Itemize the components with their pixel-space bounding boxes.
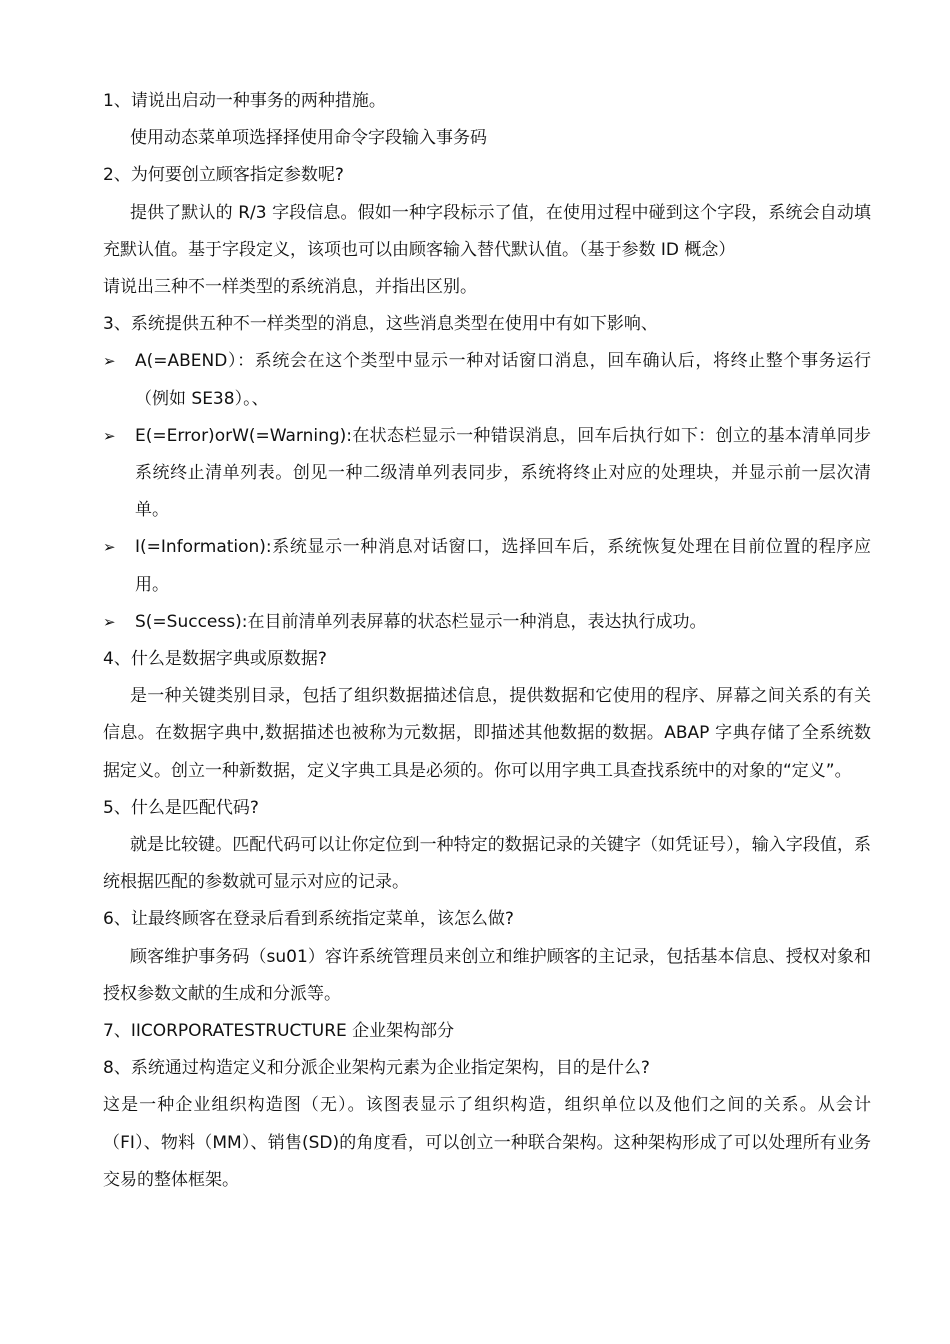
bullet-text-abend: A(=ABEND）：系统会在这个类型中显示一种对话窗口消息，回车确认后，将终止整个事务运行（例如 SE38）。、 bbox=[135, 351, 871, 409]
arrow-bullet-icon: ➢ bbox=[103, 426, 116, 445]
answer-1: 使用动态菜单项选择择使用命令字段输入事务码 bbox=[130, 128, 487, 149]
arrow-bullet-icon: ➢ bbox=[103, 612, 116, 631]
list-item bbox=[103, 529, 871, 603]
arrow-bullet-icon: ➢ bbox=[103, 352, 116, 371]
question-2: 2、为何要创立顾客指定参数呢? bbox=[103, 165, 344, 186]
answer-8: 这是一种企业组织构造图（无）。该图表显示了组织构造，组织单位以及他们之间的关系。从会计（FI）、物料（MM）、销售(SD)的角度看，可以创立一种联合架构。这种架构形成了可以处理所有业务交易的整体框架。 bbox=[103, 1095, 871, 1190]
answer-6: 顾客维护事务码（su01）容许系统管理员来创立和维护顾客的主记录，包括基本信息、授权对象和授权参数文献的生成和分派等。 bbox=[103, 946, 871, 1004]
list-item bbox=[103, 418, 871, 530]
question-2b: 请说出三种不一样类型的系统消息，并指出区别。 bbox=[103, 277, 477, 298]
question-1: 1、请说出启动一种事务的两种措施。 bbox=[103, 91, 386, 111]
question-3: 3、系统提供五种不一样类型的消息，这些消息类型在使用中有如下影响、 bbox=[103, 314, 658, 335]
answer-5: 就是比较键。匹配代码可以让你定位到一种特定的数据记录的关键字（如凭证号），输入字段值，系统根据匹配的参数就可显示对应的记录。 bbox=[103, 835, 871, 893]
answer-4: 是一种关键类别目录，包括了组织数据描述信息，提供数据和它使用的程序、屏幕之间关系的有关信息。在数据字典中,数据描述也被称为元数据，即描述其他数据的数据。ABAP 字典存储了全系统数据定义。创立一种新数据，定义字典工具是必须的。你可以用字典工具查找系统中的对象的“定义”。 bbox=[103, 686, 871, 781]
question-6: 6、让最终顾客在登录后看到系统指定菜单，该怎么做? bbox=[103, 909, 514, 930]
bullet-text-information: I(=Information):系统显示一种消息对话窗口，选择回车后，系统恢复处理在目前位置的程序应用。 bbox=[135, 537, 871, 595]
list-item bbox=[103, 604, 871, 641]
bullet-text-success: S(=Success):在目前清单列表屏幕的状态栏显示一种消息，表达执行成功。 bbox=[135, 611, 707, 632]
question-5: 5、什么是匹配代码? bbox=[103, 797, 259, 818]
question-7: 7、IICORPORATESTRUCTURE 企业架构部分 bbox=[103, 1021, 455, 1042]
document-page bbox=[103, 83, 871, 1199]
arrow-bullet-icon: ➢ bbox=[103, 538, 116, 557]
list-item bbox=[103, 343, 871, 417]
question-4: 4、什么是数据字典或原数据? bbox=[103, 649, 327, 670]
answer-2: 提供了默认的 R/3 字段信息。假如一种字段标示了值，在使用过程中碰到这个字段，系统会自动填充默认值。基于字段定义，该项也可以由顾客输入替代默认值。（基于参数 ID 概念） bbox=[103, 202, 871, 260]
question-8: 8、系统通过构造定义和分派企业架构元素为企业指定架构，目的是什么? bbox=[103, 1058, 650, 1079]
bullet-text-error: E(=Error)orW(=Warning):在状态栏显示一种错误消息，回车后执行如下：创立的基本清单同步系统终止清单列表。创见一种二级清单列表同步，系统将终止对应的处理块，并显示前一层次清单。 bbox=[135, 425, 871, 521]
